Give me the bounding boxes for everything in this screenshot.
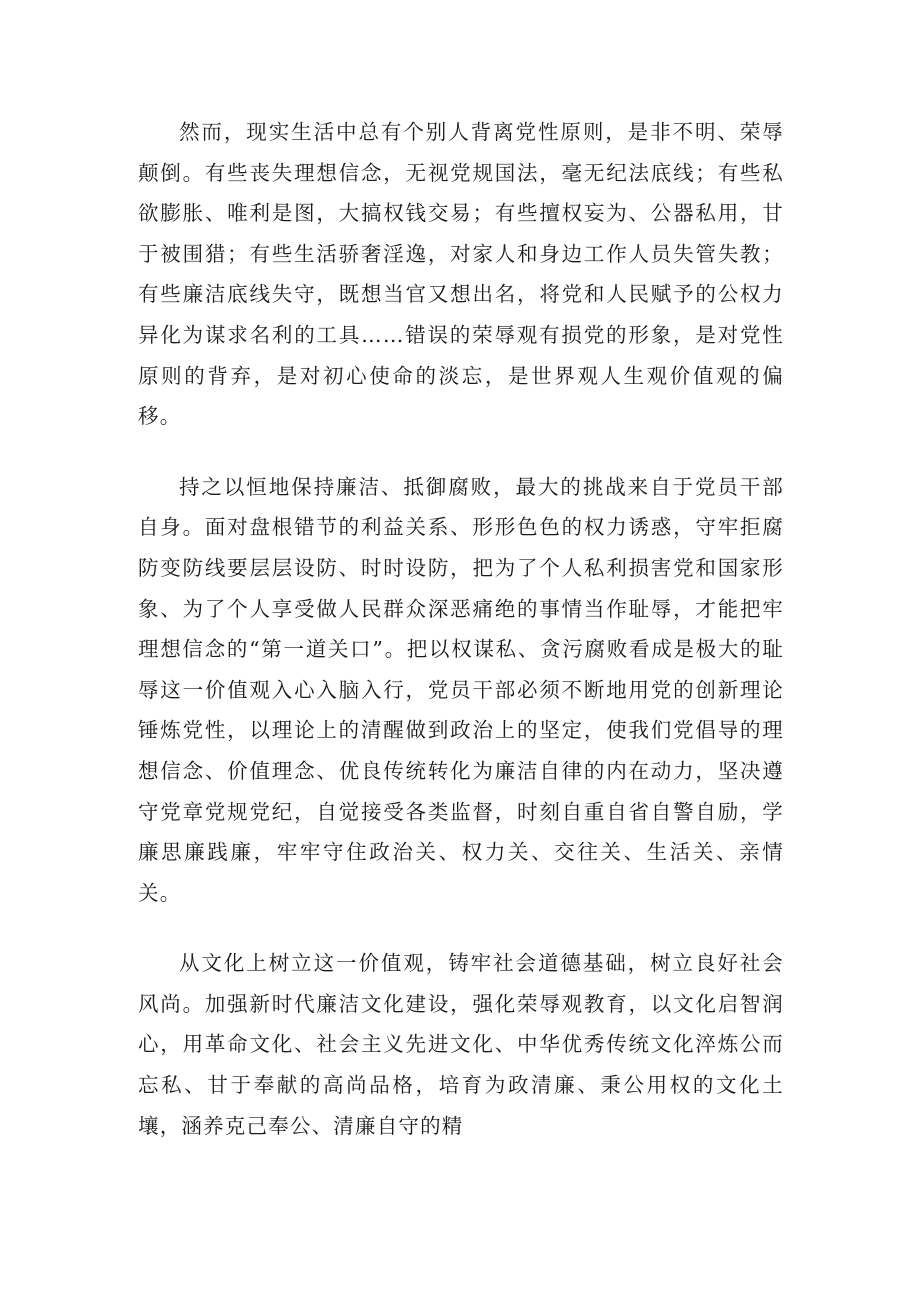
document-body (138, 112, 784, 1146)
paragraph-1: 然而，现实生活中总有个别人背离党性原则，是非不明、荣辱颠倒。有些丧失理想信念，无视党规国法，毫无纪法底线；有些私欲膨胀、唯利是图，大搞权钱交易；有些擅权妄为、公器私用，甘于被围猎；有些生活骄奢淫逸，对家人和身边工作人员失管失教；有些廉洁底线失守，既想当官又想出名，将党和人民赋予的公权力异化为谋求名利的工具……错误的荣辱观有损党的形象，是对党性原则的背弃，是对初心使命的淡忘，是世界观人生观价值观的偏移。 (138, 120, 784, 429)
paragraph-3: 从文化上树立这一价值观，铸牢社会道德基础，树立良好社会风尚。加强新时代廉洁文化建设，强化荣辱观教育，以文化启智润心，用革命文化、社会主义先进文化、中华优秀传统文化淬炼公而忘私、甘于奉献的高尚品格，培育为政清廉、秉公用权的文化土壤，涵养克己奉公、清廉自守的精 (138, 951, 784, 1138)
paragraph-2: 持之以恒地保持廉洁、抵御腐败，最大的挑战来自于党员干部自身。面对盘根错节的利益关系、形形色色的权力诱惑，守牢拒腐防变防线要层层设防、时时设防，把为了个人私利损害党和国家形象、为了个人享受做人民群众深恶痛绝的事情当作耻辱，才能把牢理想信念的“第一道关口”。把以权谋私、贪污腐败看成是极大的耻辱这一价值观入心入脑入行，党员干部必须不断地用党的创新理论锤炼党性，以理论上的清醒做到政治上的坚定，使我们党倡导的理想信念、价值理念、优良传统转化为廉洁自律的内在动力，坚决遵守党章党规党纪，自觉接受各类监督，时刻自重自省自警自励，学廉思廉践廉，牢牢守住政治关、权力关、交往关、生活关、亲情关。 (138, 474, 784, 905)
